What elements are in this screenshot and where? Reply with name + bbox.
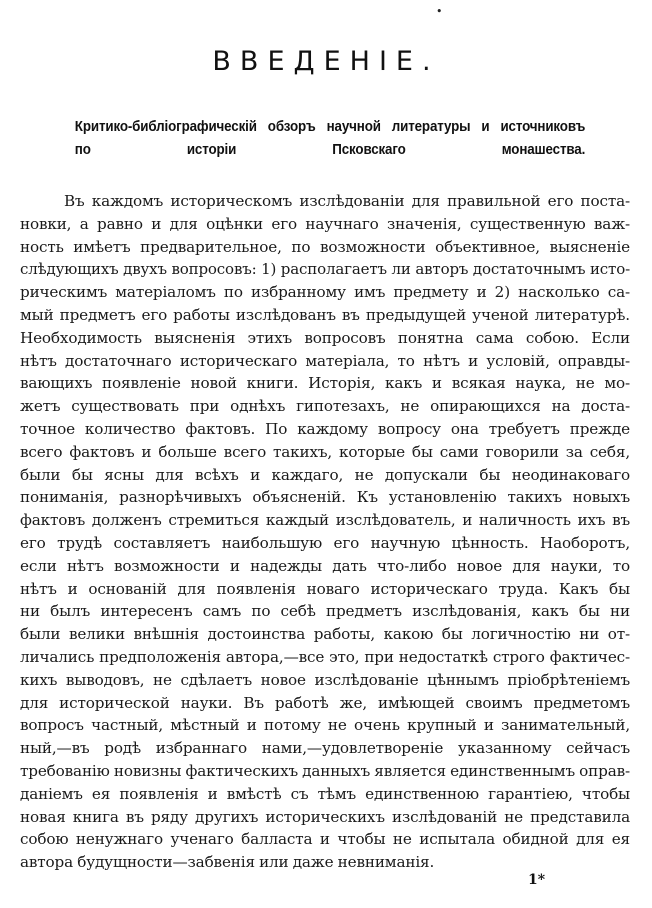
text-line: нѣтъ и основаній для появленія новаго историческаго труда. Какъ бы <box>20 579 630 598</box>
text-line: мый предметъ его работы изслѣдованъ въ предыдущей ученой литературѣ. <box>20 305 630 324</box>
text-line: Необходимость выясненія этихъ вопросовъ понятна сама собою. Если <box>20 328 630 347</box>
text-line: были бы ясны для всѣхъ и каждаго, не допускали бы неодинаковаго <box>20 465 630 484</box>
text-line: слѣдующихъ двухъ вопросовъ: 1) располагаетъ ли авторъ достаточнымъ исто- <box>20 260 630 279</box>
text-line: точное количество фактовъ. По каждому вопросу она требуетъ прежде <box>20 419 630 438</box>
subtitle-line: по исторіи Псковскаго монашества. <box>74 140 586 158</box>
page-number: 1* <box>528 872 546 888</box>
text-line: даніемъ ея появленія и вмѣстѣ съ тѣмъ единственною гарантіею, чтобы <box>20 784 630 803</box>
printer-mark: • <box>436 5 443 18</box>
text-line: его трудѣ составляетъ наибольшую его научную цѣнность. Наоборотъ, <box>20 533 630 552</box>
text-line: всего фактовъ и больше всего такихъ, которые бы сами говорили за себя, <box>20 442 630 461</box>
text-line: вопросъ частный, мѣстный и потому не очень крупный и занимательный, <box>20 716 630 735</box>
subtitle <box>75 116 585 162</box>
text-line: рическимъ матеріаломъ по избранному имъ предмету и 2) насколько са- <box>20 283 630 302</box>
text-line: жетъ существовать при однѣхъ гипотезахъ, не опирающихся на доста- <box>20 397 630 416</box>
text-line: требованію новизны фактическихъ данныхъ является единственнымъ оправ- <box>20 761 630 780</box>
text-line: новки, а равно и для оцѣнки его научнаго значенія, существенную важ- <box>20 214 630 233</box>
text-line: нѣтъ достаточнаго историческаго матеріала, то нѣтъ и условій, оправды- <box>20 351 630 370</box>
text-line: автора будущности—забвенія или даже невниманія. <box>20 853 435 872</box>
text-line: были велики внѣшнія достоинства работы, какою бы логичностію ни от- <box>20 625 630 644</box>
subtitle-line: Критико-библіографическій обзоръ научной литературы и источниковъ <box>74 118 586 135</box>
page-title: ВВЕДЕНІЕ. <box>212 46 440 77</box>
text-line: если нѣтъ возможности и надежды дать что-либо новое для науки, то <box>20 556 630 575</box>
text-line: для исторической науки. Въ работѣ же, имѣющей своимъ предметомъ <box>20 693 630 712</box>
text-line: ность имѣетъ предварительное, по возможности объективное, выясненіе <box>20 237 630 256</box>
text-line: личались предположенія автора,—все это, при недостаткѣ строго фактичес- <box>20 647 630 666</box>
text-line: собою ненужнаго ученаго балласта и чтобы не испытала обидной для ея <box>20 830 630 849</box>
text-line: вающихъ появленіе новой книги. Исторія, какъ и всякая наука, не мо- <box>20 374 630 393</box>
text-line: фактовъ долженъ стремиться каждый изслѣдователь, и наличность ихъ въ <box>20 511 630 530</box>
text-line: новая книга въ ряду другихъ историческихъ изслѣдованій не представила <box>20 807 630 826</box>
text-line: пониманія, разнорѣчивыхъ объясненій. Къ установленію такихъ новыхъ <box>20 488 630 507</box>
text-line: кихъ выводовъ, не сдѣлаетъ новое изслѣдованіе цѣннымъ пріобрѣтеніемъ <box>20 670 630 689</box>
text-line: ный,—въ родѣ избраннаго нами,—удовлетвореніе указанному сейчасъ <box>20 739 630 758</box>
text-line: ни былъ интересенъ самъ по себѣ предметъ изслѣдованія, какъ бы ни <box>20 602 630 621</box>
text-line: Въ каждомъ историческомъ изслѣдованіи для правильной его поста- <box>64 192 630 210</box>
body-paragraph <box>20 190 630 874</box>
